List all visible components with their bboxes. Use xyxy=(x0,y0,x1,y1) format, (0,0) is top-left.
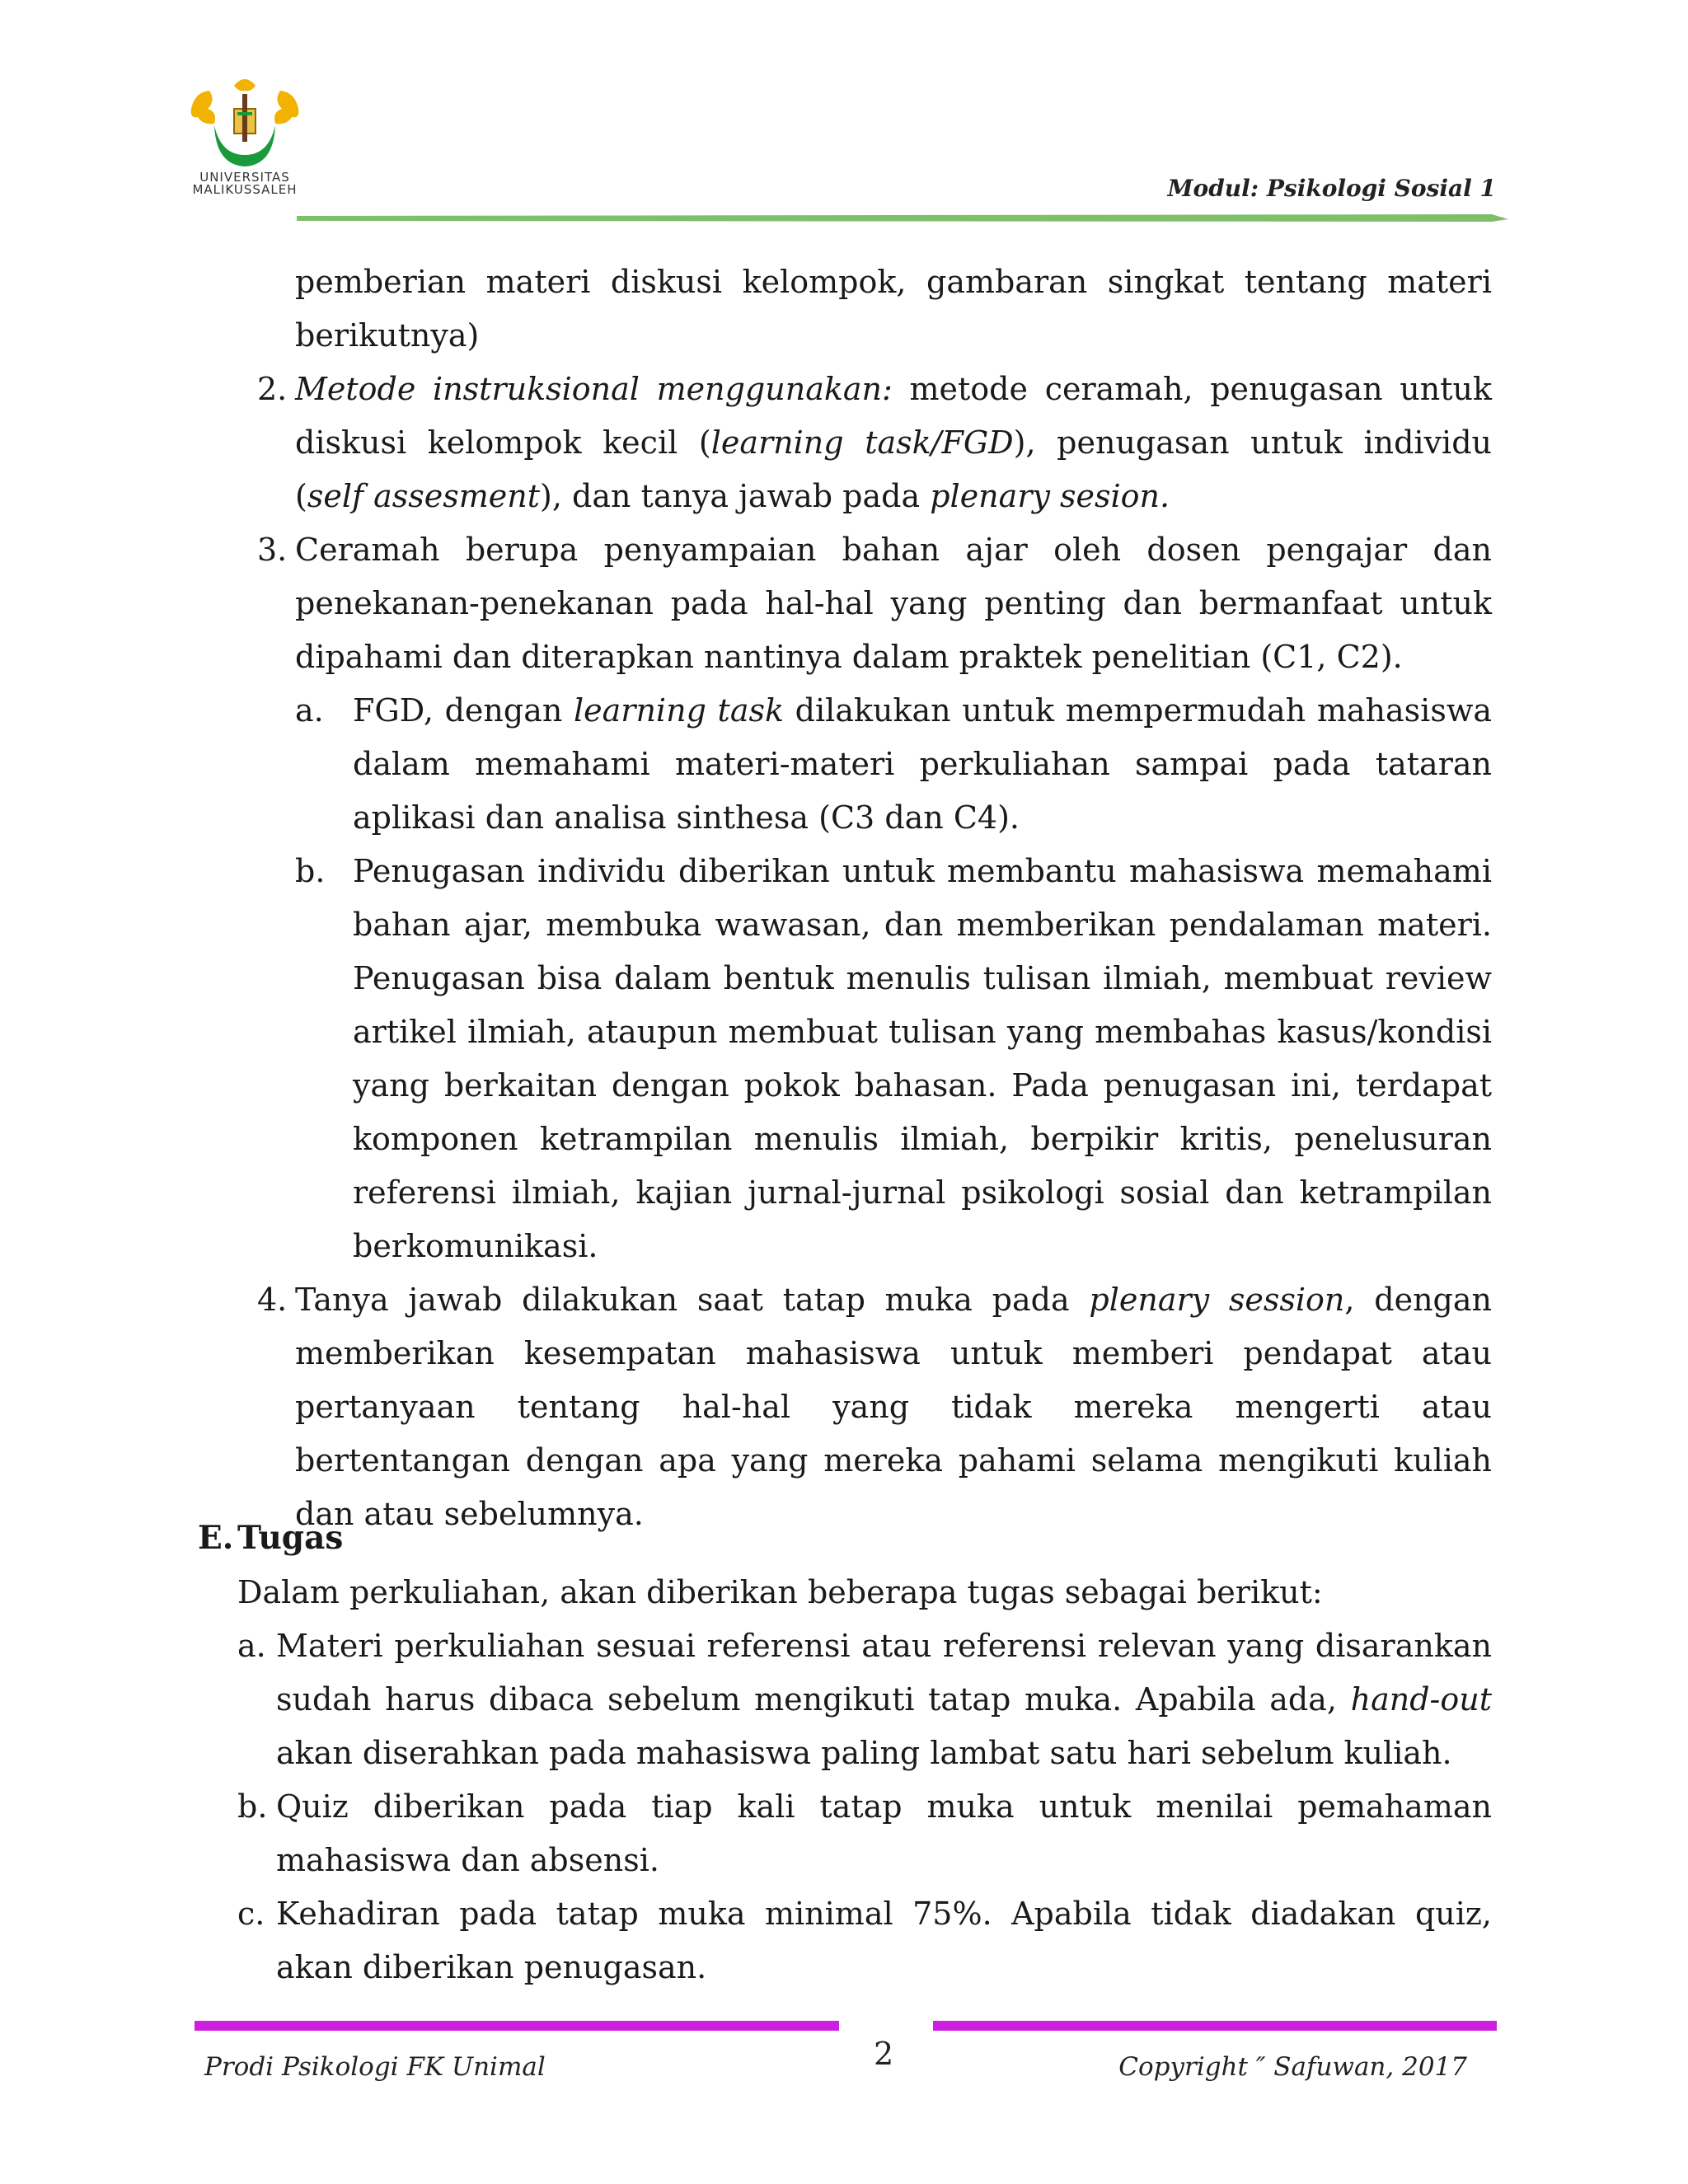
text: akan diserahkan pada mahasiswa paling lambat satu hari sebelum kuliah. xyxy=(276,1735,1452,1771)
footer-copyright: Copyright ″ Safuwan, 2017 xyxy=(1118,2052,1467,2082)
section-title: Tugas xyxy=(237,1519,344,1557)
list-item-4 xyxy=(295,1273,1492,1541)
task-item-c: Kehadiran pada tatap muka minimal 75%. Apabila tidak diadakan quiz, akan diberikan penugasan. xyxy=(276,1896,1492,1985)
section-intro: Dalam perkuliahan, akan diberikan beberapa tugas sebagai berikut: xyxy=(237,1574,1323,1610)
logo-text-line2: MALIKUSSALEH xyxy=(192,182,298,197)
text: , dengan memberikan kesempatan mahasiswa untuk memberi pendapat atau pertanyaan tentang hal-hal yang tidak mereka mengerti atau bertentangan dengan apa yang mereka pahami selama mengikuti kuliah dan atau sebelumnya. xyxy=(295,1282,1493,1532)
italic-text: plenary session xyxy=(1089,1282,1345,1318)
italic-text: learning task xyxy=(574,692,785,729)
task-item-b: Quiz diberikan pada tiap kali tatap muka untuk menilai pemahaman mahasiswa dan absensi. xyxy=(276,1788,1492,1878)
text: FGD, dengan xyxy=(353,692,574,729)
list-number: 2. xyxy=(257,371,288,407)
logo-text xyxy=(183,171,307,196)
list-letter: c. xyxy=(237,1896,265,1932)
list-number: 4. xyxy=(257,1282,288,1318)
section-number: E. xyxy=(198,1519,234,1557)
text: Materi perkuliahan sesuai referensi atau referensi relevan yang disarankan sudah harus dibaca sebelum mengikuti tatap muka. Apabila ada, xyxy=(276,1628,1492,1718)
list-number: 3. xyxy=(257,532,288,568)
italic-text: self assesment xyxy=(307,478,541,514)
section-heading-e xyxy=(198,1511,343,1565)
page-number: 2 xyxy=(874,2036,894,2072)
text: Tanya jawab dilakukan saat tatap muka pada xyxy=(295,1282,1090,1318)
header-rule xyxy=(297,214,1508,223)
text: metode ceramah, penugasan untuk diskusi kelompok kecil ( xyxy=(295,371,1492,461)
list-letter: a. xyxy=(295,692,324,729)
list-item-3a xyxy=(353,684,1492,845)
footer-rule-right xyxy=(933,2021,1497,2031)
text: ), penugasan untuk individu ( xyxy=(295,424,1492,514)
continuation-paragraph: pemberian materi diskusi kelompok, gambaran singkat tentang materi berikutnya) xyxy=(295,264,1492,354)
italic-text: plenary sesion. xyxy=(930,478,1170,514)
module-title: Modul: Psikologi Sosial 1 xyxy=(1167,175,1496,202)
list-letter: b. xyxy=(295,853,326,889)
footer-program: Prodi Psikologi FK Unimal xyxy=(204,2052,546,2082)
list-item-3: Ceramah berupa penyampaian bahan ajar oleh dosen pengajar dan penekanan-penekanan pada hal-hal yang penting dan bermanfaat untuk dipahami dan diterapkan nantinya dalam praktek penelitian (C1, C2). xyxy=(295,532,1492,675)
logo-text-line1: UNIVERSITAS xyxy=(199,170,290,185)
italic-text: hand-out xyxy=(1350,1681,1492,1718)
text: dilakukan untuk mempermudah mahasiswa dalam memahami materi-materi perkuliahan sampai pada tataran aplikasi dan analisa sinthesa (C3 dan C4). xyxy=(353,692,1493,836)
list-letter: b. xyxy=(237,1788,268,1825)
list-item-2 xyxy=(295,363,1492,523)
task-item-a xyxy=(276,1619,1492,1780)
list-letter: a. xyxy=(237,1628,266,1664)
university-logo-icon xyxy=(183,76,307,175)
list-item-3b: Penugasan individu diberikan untuk membantu mahasiswa memahami bahan ajar, membuka wawasan, dan memberikan pendalaman materi. Penugasan bisa dalam bentuk menulis tulisan ilmiah, membuat review artikel ilmiah, ataupun membuat tulisan yang membahas kasus/kondisi yang berkaitan dengan pokok bahasan. Pada penugasan ini, terdapat komponen ketrampilan menulis ilmiah, berpikir kritis, penelusuran referensi ilmiah, kajian jurnal-jurnal psikologi sosial dan ketrampilan berkomunikasi. xyxy=(353,853,1492,1264)
italic-text: Metode instruksional menggunakan: xyxy=(295,371,893,407)
text: ), dan tanya jawab pada xyxy=(540,478,931,514)
italic-text: learning task/FGD xyxy=(710,424,1014,461)
footer-rule-left xyxy=(195,2021,839,2031)
